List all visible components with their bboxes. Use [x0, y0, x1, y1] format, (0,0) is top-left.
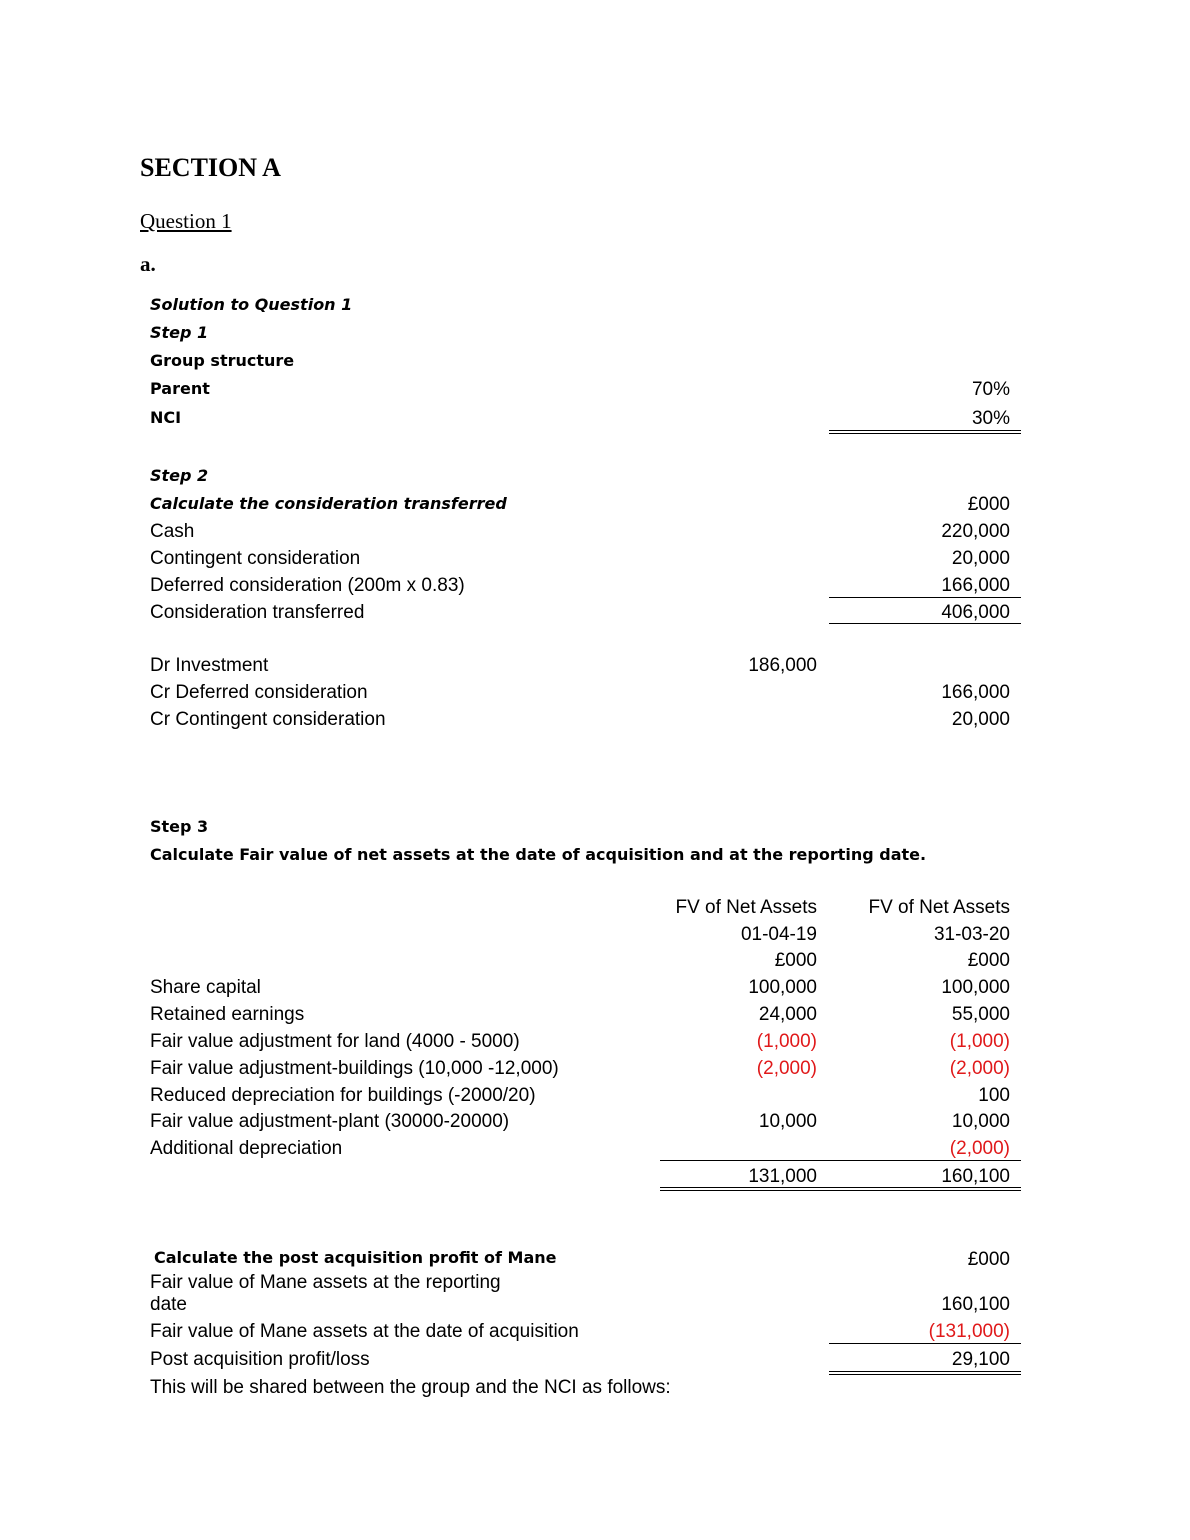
post-acq-currency: £000 [967, 1249, 1010, 1270]
consideration-total-value: 406,000 [941, 602, 1010, 623]
step2-label: Step 2 [150, 466, 209, 485]
post-acq-row3-value: 29,100 [951, 1349, 1010, 1370]
post-acq-row1-label-line1: Fair value of Mane assets at the reporting [150, 1272, 501, 1293]
step1-double-rule [829, 430, 1021, 434]
col-rep-date: 31-03-20 [933, 924, 1010, 945]
fv-buildings-acq: (2,000) [756, 1058, 817, 1079]
post-acq-row2-value: (131,000) [928, 1321, 1010, 1342]
section-title: SECTION A [140, 153, 281, 182]
post-acq-heading: Calculate the post acquisition profit of Mane [154, 1248, 557, 1267]
parent-label: Parent [150, 379, 210, 398]
col-rep-title: FV of Net Assets [868, 897, 1010, 918]
share-capital-rep: 100,000 [941, 977, 1010, 998]
step3-total-rep: 160,100 [941, 1166, 1010, 1187]
step1-heading: Group structure [150, 351, 295, 370]
deferred-value: 166,000 [941, 575, 1010, 596]
post-acq-row3-label: Post acquisition profit/loss [150, 1349, 370, 1370]
cash-label: Cash [150, 521, 195, 542]
deferred-label: Deferred consideration (200m x 0.83) [150, 575, 465, 596]
share-capital-acq: 100,000 [748, 977, 817, 998]
col-rep-unit: £000 [967, 950, 1010, 971]
fv-land-label: Fair value adjustment for land (4000 - 5000) [150, 1031, 520, 1052]
retained-earnings-acq: 24,000 [758, 1004, 817, 1025]
step2-heading: Calculate the consideration transferred [150, 494, 507, 513]
additional-depreciation-label: Additional depreciation [150, 1138, 343, 1159]
contingent-value: 20,000 [951, 548, 1010, 569]
question-title: Question 1 [140, 209, 232, 233]
post-acq-row2-label: Fair value of Mane assets at the date of acquisition [150, 1321, 579, 1342]
retained-earnings-rep: 55,000 [951, 1004, 1010, 1025]
nci-share: 30% [971, 408, 1010, 429]
post-acq-note: This will be shared between the group and the NCI as follows: [150, 1377, 671, 1398]
part-label: a. [140, 252, 156, 276]
fv-buildings-label: Fair value adjustment-buildings (10,000 -12,000) [150, 1058, 559, 1079]
post-acq-double-rule [829, 1371, 1021, 1375]
additional-depreciation-rep: (2,000) [949, 1138, 1010, 1159]
fv-plant-acq: 10,000 [758, 1111, 817, 1132]
fv-plant-label: Fair value adjustment-plant (30000-20000) [150, 1111, 510, 1132]
journal-cr-contingent-label: Cr Contingent consideration [150, 709, 386, 730]
col-acq-title: FV of Net Assets [675, 897, 817, 918]
consideration-bottom-rule [829, 623, 1021, 624]
step3-total-rule [660, 1160, 1021, 1161]
journal-cr-deferred-label: Cr Deferred consideration [150, 682, 368, 703]
cash-value: 220,000 [941, 521, 1010, 542]
fv-land-acq: (1,000) [756, 1031, 817, 1052]
step3-total-acq: 131,000 [748, 1166, 817, 1187]
journal-cr-contingent-value: 20,000 [951, 709, 1010, 730]
consideration-total-label: Consideration transferred [150, 602, 365, 623]
journal-dr-label: Dr Investment [150, 655, 269, 676]
step2-currency: £000 [967, 494, 1010, 515]
reduced-depreciation-label: Reduced depreciation for buildings (-2000/20) [150, 1085, 536, 1106]
col-acq-date: 01-04-19 [740, 924, 817, 945]
retained-earnings-label: Retained earnings [150, 1004, 305, 1025]
step3-heading: Calculate Fair value of net assets at the date of acquisition and at the reporting date. [150, 845, 927, 864]
post-acq-row1-value: 160,100 [941, 1294, 1010, 1315]
journal-cr-deferred-value: 166,000 [941, 682, 1010, 703]
contingent-label: Contingent consideration [150, 548, 361, 569]
nci-label: NCI [150, 408, 182, 427]
fv-plant-rep: 10,000 [951, 1111, 1010, 1132]
post-acq-rule [829, 1343, 1021, 1344]
post-acq-row1-label-line2: date [150, 1294, 187, 1315]
step1-label: Step 1 [150, 323, 209, 342]
step3-total-double-rule [660, 1187, 1021, 1191]
fv-buildings-rep: (2,000) [949, 1058, 1010, 1079]
reduced-depreciation-rep: 100 [978, 1085, 1010, 1106]
step3-label: Step 3 [150, 817, 209, 836]
journal-dr-value: 186,000 [748, 655, 817, 676]
share-capital-label: Share capital [150, 977, 261, 998]
solution-title: Solution to Question 1 [150, 295, 353, 314]
col-acq-unit: £000 [774, 950, 817, 971]
parent-share: 70% [971, 379, 1010, 400]
fv-land-rep: (1,000) [949, 1031, 1010, 1052]
consideration-rule [829, 597, 1021, 598]
